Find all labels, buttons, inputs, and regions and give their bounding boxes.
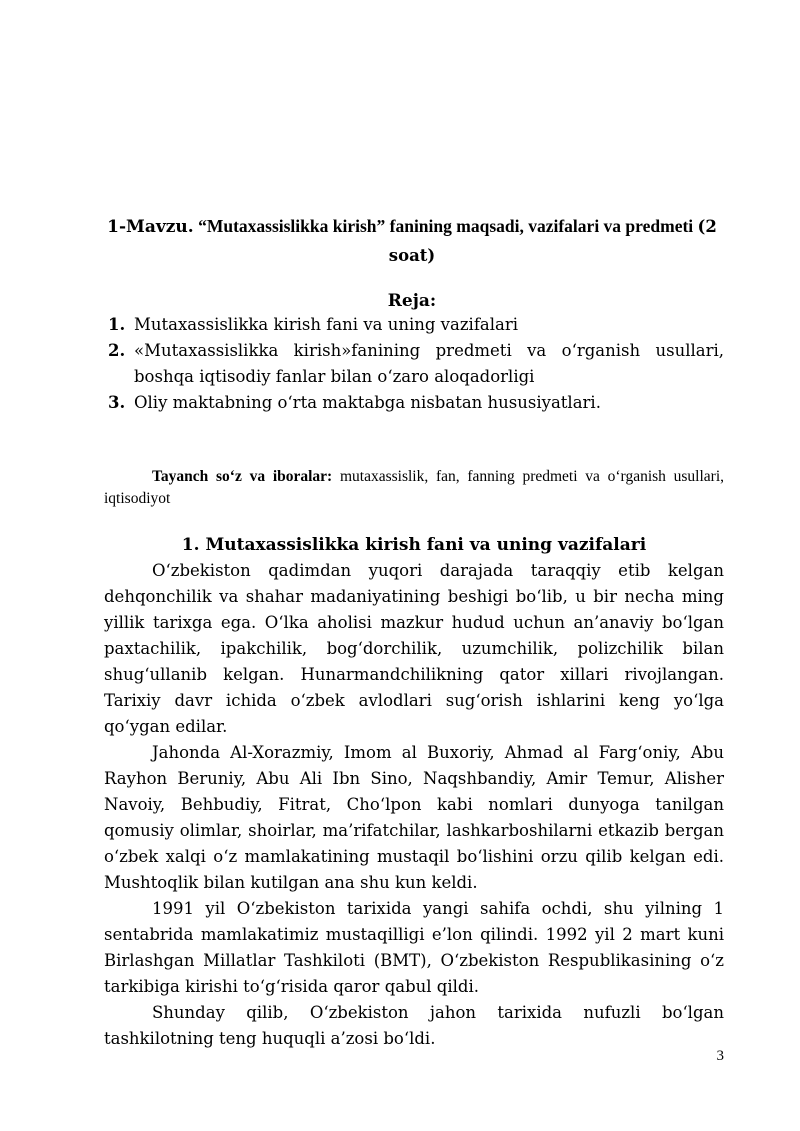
plan-item-text: Oliy maktabning o‘rta maktabga nisbatan hususiyatlari. — [134, 393, 601, 412]
topic-title — [100, 212, 724, 270]
plan-item-number: 3. — [108, 393, 126, 412]
plan-item — [100, 338, 724, 390]
plan-item-text: «Mutaxassislikka kirish»fanining predmeti va o‘rganish usullari, boshqa iqtisodiy fanlar bilan o‘zaro aloqadorligi — [134, 341, 724, 386]
plan-item-text: Mutaxassislikka kirish fani va uning vazifalari — [134, 315, 519, 334]
topic-hours: (2 soat) — [388, 217, 717, 265]
keywords-paragraph — [104, 466, 724, 510]
body-paragraph: Shunday qilib, O‘zbekiston jahon tarixida nufuzli bo‘lgan tashkilotning teng huquqli a’zosi bo‘ldi. — [104, 1003, 724, 1048]
body-paragraph: 1991 yil O‘zbekiston tarixida yangi sahifa ochdi, shu yilning 1 sentabrida mamlakatimiz mustaqilligi e’lon qilindi. 1992 yil 2 mart kuni Birlashgan Millatlar Tashkiloti (BMT), O‘zbekiston Respublikasining o‘z tarkibiga kirishi to‘g‘risida qaror qabul qildi. — [104, 899, 724, 996]
topic-title-text: “Mutaxassislikka kirish” fanining maqsadi, vazifalari va predmeti — [198, 216, 694, 236]
plan-item — [100, 312, 724, 338]
topic-number: 1-Mavzu. — [107, 217, 194, 237]
plan-item-number: 1. — [108, 315, 126, 334]
keywords-text: mutaxassislik, fan, fanning predmeti va o‘rganish usullari, iqtisodiyot — [104, 468, 725, 507]
page-number: 3 — [716, 1048, 724, 1064]
plan-item-number: 2. — [108, 341, 126, 360]
plan-heading: Reja: — [387, 291, 437, 311]
section-title: 1. Mutaxassislikka kirish fani va uning vazifalari — [181, 535, 647, 555]
plan-list — [100, 312, 724, 416]
keywords-label: Tayanch so‘z va iboralar: — [152, 468, 333, 485]
section-body — [104, 558, 724, 1052]
plan-item — [100, 390, 724, 416]
body-paragraph: O‘zbekiston qadimdan yuqori darajada taraqqiy etib kelgan dehqonchilik va shahar madaniyatining beshigi bo‘lib, u bir necha ming yillik tarixga ega. O‘lka aholisi mazkur hudud uchun an’anaviy bo‘lgan paxtachilik, ipakchilik, bog‘dorchilik, uzumchilik, polizchilik bilan shug‘ullanib kelgan. Hunarmandchilikning qator xillari rivojlangan. Tarixiy davr ichida o‘zbek avlodlari sug‘orish ishlarini keng yo‘lga qo‘ygan edilar. — [104, 561, 724, 736]
body-paragraph: Jahonda Al-Xorazmiy, Imom al Buxoriy, Ahmad al Farg‘oniy, Abu Rayhon Beruniy, Abu Ali Ibn Sino, Naqshbandiy, Amir Temur, Alisher Navoiy, Behbudiy, Fitrat, Cho‘lpon kabi nomlari dunyoga tanilgan qomusiy olimlar, shoirlar, ma’rifatchilar, lashkarboshilarni etkazib bergan o‘zbek xalqi o‘z mamlakatining mustaqil bo‘lishini orzu qilib kelgan edi. Mushtoqlik bilan kutilgan ana shu kun keldi. — [104, 743, 724, 892]
